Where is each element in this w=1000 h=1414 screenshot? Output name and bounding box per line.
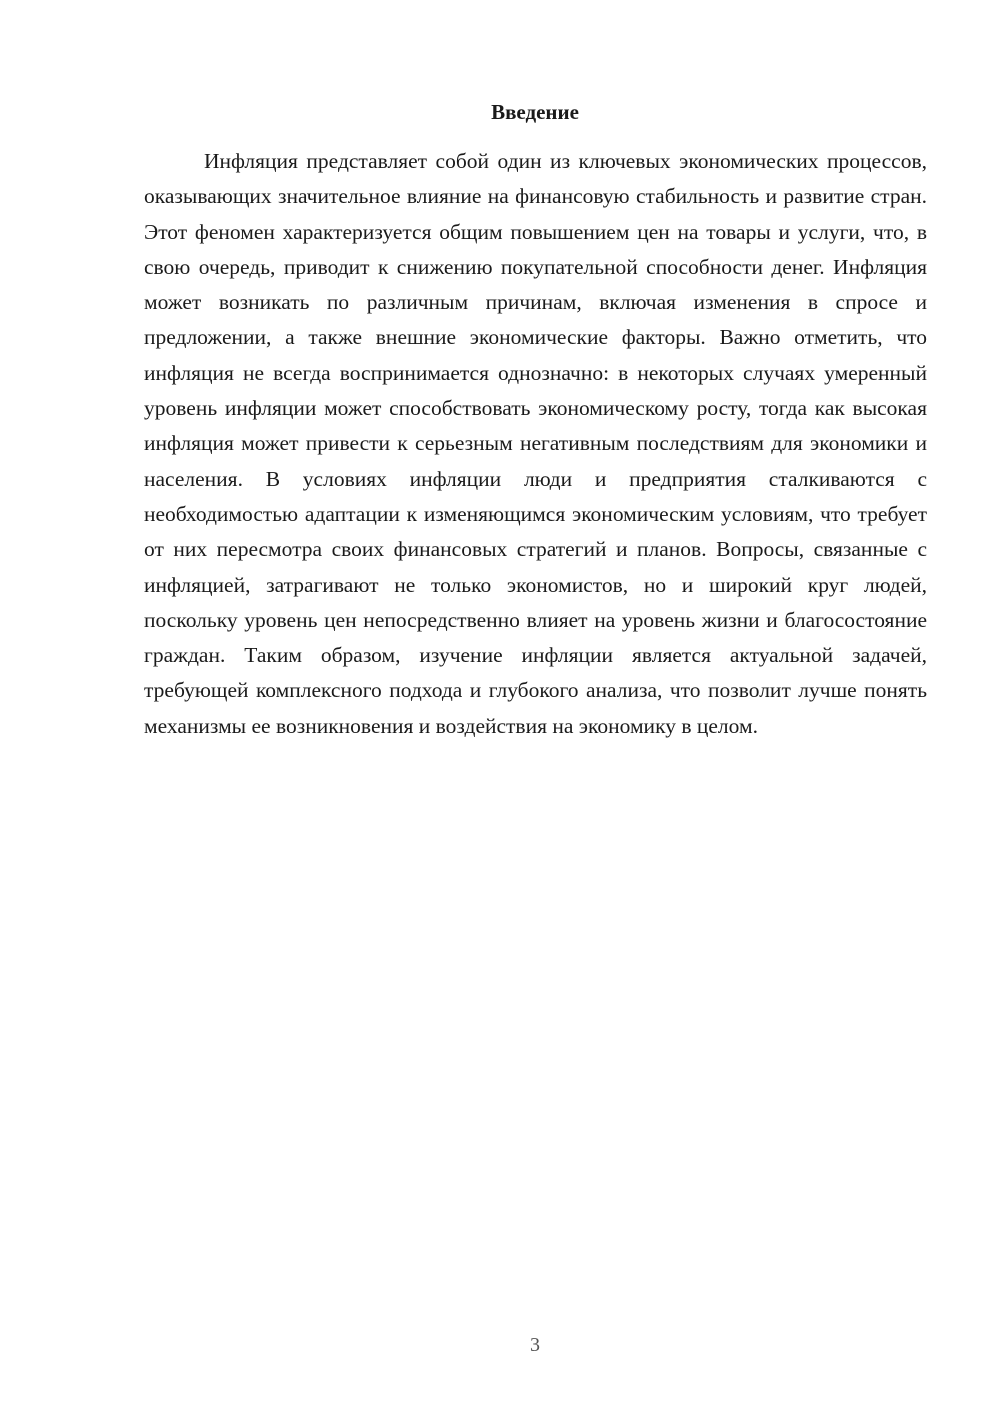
section-heading: Введение <box>491 100 579 124</box>
page-number: 3 <box>530 1334 540 1356</box>
body-paragraph: Инфляция представляет собой один из ключевых экономических процессов, оказывающих значительное влияние на финансовую стабильность и развитие стран. Этот феномен характеризуется общим повышением цен на товары и услуги, что, в свою очередь, приводит к снижению покупательной способности денег. Инфляция может возникать по различным причинам, включая изменения в спросе и предложении, а также внешние экономические факторы. Важно отметить, что инфляция не всегда воспринимается однозначно: в некоторых случаях умеренный уровень инфляции может способствовать экономическому росту, тогда как высокая инфляция может привести к серьезным негативным последствиям для экономики и населения. В условиях инфляции люди и предприятия сталкиваются с необходимостью адаптации к изменяющимся экономическим условиям, что требует от них пересмотра своих финансовых стратегий и планов. Вопросы, связанные с инфляцией, затрагивают не только экономистов, но и широкий круг людей, поскольку уровень цен непосредственно влияет на уровень жизни и благосостояние граждан. Таким образом, изучение инфляции является актуальной задачей, требующей комплексного подхода и глубокого анализа, что позволит лучше понять механизмы ее возникновения и воздействия на экономику в целом. <box>144 149 927 738</box>
